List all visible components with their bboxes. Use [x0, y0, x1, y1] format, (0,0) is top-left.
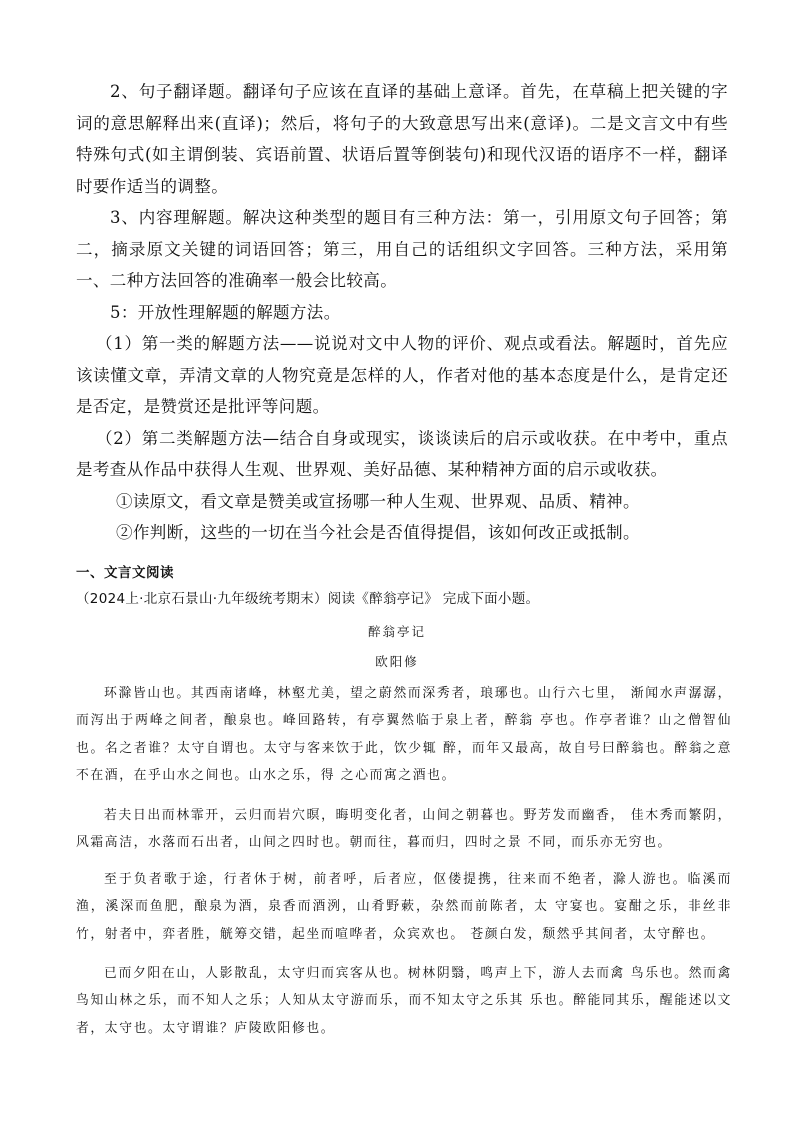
- passage-title: 醉翁亭记: [367, 624, 426, 639]
- question-source: （2024上·北京石景山·九年级统考期末）阅读《醉翁亭记》 完成下面小题。: [76, 591, 540, 607]
- guide-paragraph-translation: 2、句子翻译题。翻译句子应该在直译的基础上意译。首先，在草稿上把关键的字词的意思解释出来(直译)；然后，将句子的大致意思写出来(意译)。二是文言文中有些特殊句式(如主谓倒装、宾语前置、状语后置等倒装句)和现代汉语的语序不一样，翻译时要作适当的调整。: [76, 82, 728, 196]
- guide-paragraph-open-question: 5：开放性理解题的解题方法。: [110, 302, 341, 322]
- guide-paragraph-comprehension: 3、内容理解题。解决这种类型的题目有三种方法：第一，引用原文句子回答；第二，摘录原文关键的词语回答；第三，用自己的话组织文字回答。三种方法，采用第一、二种方法回答的准确率一般会比较高。: [76, 208, 728, 290]
- guide-paragraph-type-two: （2）第二类解题方法—结合自身或现实，谈谈读后的启示或收获。在中考中，重点是考查从作品中获得人生观、世界观、美好品德、某种精神方面的启示或收获。: [76, 428, 728, 479]
- answer-guide: [76, 76, 728, 549]
- guide-step-one: ①读原文，看文章是赞美或宣扬哪一种人生观、世界观、品质、精神。: [116, 491, 640, 511]
- guide-step-two: ②作判断，这些的一切在当今社会是否值得提倡，该如何改正或抵制。: [116, 523, 640, 542]
- passage-author: 欧阳修: [375, 654, 419, 669]
- section-heading: 一、文言文阅读: [76, 565, 174, 581]
- passage-paragraph-4: 已而夕阳在山，人影散乱，太守归而宾客从也。树林阴翳，鸣声上下，游人去而禽 鸟乐也。然而禽鸟知山林之乐，而不知人之乐；人知从太守游而乐，而不知太守之乐其 乐也。醉能同其乐，醒能述以文者，太守也。太守谓谁？庐陵欧阳修也。: [76, 966, 732, 1036]
- guide-paragraph-type-one: （1）第一类的解题方法——说说对文中人物的评价、观点或看法。解题时，首先应该读懂文章，弄清文章的人物究竟是怎样的人，作者对他的基本态度是什么，是肯定还是否定，是赞赏还是批评等问题。: [76, 334, 728, 416]
- passage-paragraph-2: 若夫日出而林霏开，云归而岩穴暝，晦明变化者，山间之朝暮也。野芳发而幽香， 佳木秀而繁阴，风霜高洁，水落而石出者，山间之四时也。朝而往，暮而归，四时之景 不同，而乐亦无穷也。: [76, 808, 732, 851]
- passage-paragraph-3: 至于负者歌于途，行者休于树，前者呼，后者应，伛偻提携，往来而不绝者，滁人游也。临溪而渔，溪深而鱼肥，酿泉为酒，泉香而酒洌，山肴野蔌，杂然而前陈者，太 守宴也。宴酣之乐，非丝非竹，射者中，弈者胜，觥筹交错，起坐而喧哗者，众宾欢也。 苍颜白发，颓然乎其间者，太守醉也。: [76, 872, 732, 942]
- passage-paragraph-1: 环滁皆山也。其西南诸峰，林壑尤美，望之蔚然而深秀者，琅琊也。山行六七里， 渐闻水声潺潺，而泻出于两峰之间者，酿泉也。峰回路转，有亭翼然临于泉上者，醉翁 亭也。作亭者谁？山之僧智仙也。名之者谁？太守自谓也。太守与客来饮于此，饮少辄 醉，而年又最高，故自号曰醉翁也。醉翁之意不在酒，在乎山水之间也。山水之乐，得 之心而寓之酒也。: [76, 686, 732, 783]
